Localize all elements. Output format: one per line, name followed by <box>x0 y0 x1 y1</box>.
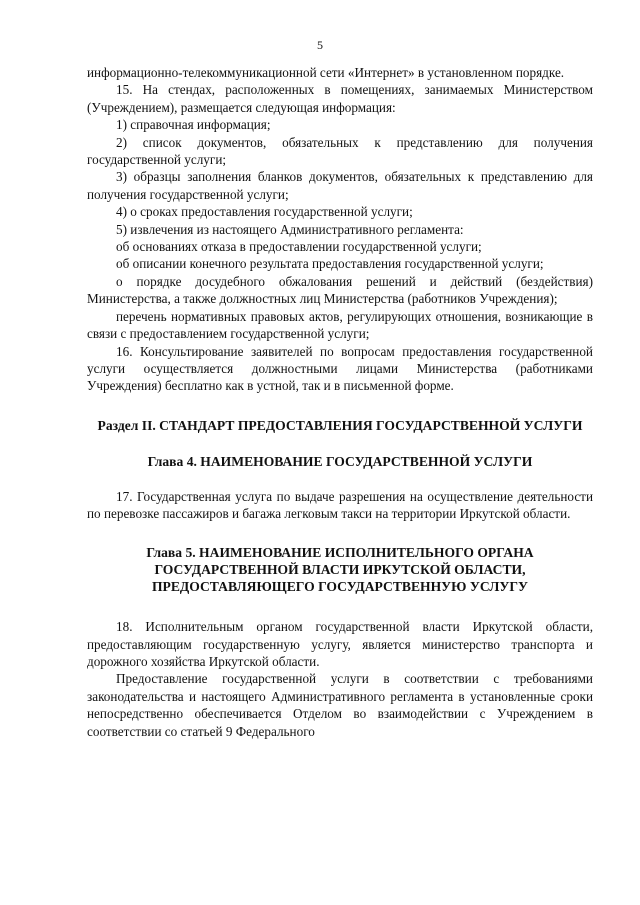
paragraph-16: 16. Консультирование заявителей по вопросам предоставления государственной услуги осуществляется должностными лицами Министерства (работниками Учреждения) бесплатно как в устной, так и в письменной форме. <box>87 343 593 394</box>
list-item-4: 4) о сроках предоставления государственной услуги; <box>116 204 413 220</box>
list-item-3: 3) образцы заполнения бланков документов, обязательных к представлению для получения государственной услуги; <box>87 169 593 202</box>
chapter-5-heading-line-3: ПРЕДОСТАВЛЯЮЩЕГО ГОСУДАРСТВЕННУЮ УСЛУГУ <box>151 578 529 594</box>
sub-item-appeal-procedure: о порядке досудебного обжалования решений и действий (бездействия) Министерства, а также должностных лиц Министерства (работников Учреждения); <box>87 273 593 307</box>
list-item-1: 1) справочная информация; <box>116 117 271 133</box>
paragraph-internet-continuation: информационно-телекоммуникационной сети «Интернет» в установленном порядке. <box>87 65 565 80</box>
sub-item-legal-acts: перечень нормативных правовых актов, регулирующих отношения, возникающие в связи с предоставлением государственной услуги; <box>87 308 593 342</box>
paragraph-18: 18. Исполнительным органом государственной власти Иркутской области, предоставляющим государственную услугу, является министерство транспорта и дорожного хозяйства Иркутской области. <box>87 619 593 669</box>
paragraph-18-continued: Предоставление государственной услуги в соответствии с требованиями законодательства и настоящего Административного регламента в установленные сроки непосредственно обеспечивается Отделом во взаимодействии с Учреждением в соответствии со статьей 9 Федерального <box>87 671 593 739</box>
list-item-5: 5) извлечения из настоящего Административного регламента: <box>116 221 464 237</box>
sub-item-refusal-grounds: об основаниях отказа в предоставлении государственной услуги; <box>116 239 482 255</box>
section-heading: Раздел II. СТАНДАРТ ПРЕДОСТАВЛЕНИЯ ГОСУДАРСТВЕННОЙ УСЛУГИ <box>97 417 583 433</box>
paragraph-15: 15. На стендах, расположенных в помещениях, занимаемых Министерством (Учреждением), размещается следующая информация: <box>87 82 593 115</box>
chapter-4-heading: Глава 4. НАИМЕНОВАНИЕ ГОСУДАРСТВЕННОЙ УСЛУГИ <box>147 453 533 469</box>
list-item-2: 2) список документов, обязательных к представлению для получения государственной услуги; <box>87 134 593 168</box>
chapter-5-heading-line-2: ГОСУДАРСТВЕННОЙ ВЛАСТИ ИРКУТСКОЙ ОБЛАСТИ, <box>154 561 526 577</box>
sub-item-final-result: об описании конечного результата предоставления государственной услуги; <box>116 256 544 272</box>
document-body <box>87 64 593 740</box>
paragraph-17: 17. Государственная услуга по выдаче разрешения на осуществление деятельности по перевозке пассажиров и багажа легковым такси на территории Иркутской области. <box>87 488 593 522</box>
chapter-5-heading <box>87 544 593 596</box>
page-number: 5 <box>317 38 323 52</box>
chapter-5-heading-line-1: Глава 5. НАИМЕНОВАНИЕ ИСПОЛНИТЕЛЬНОГО ОРГАНА <box>146 544 534 560</box>
